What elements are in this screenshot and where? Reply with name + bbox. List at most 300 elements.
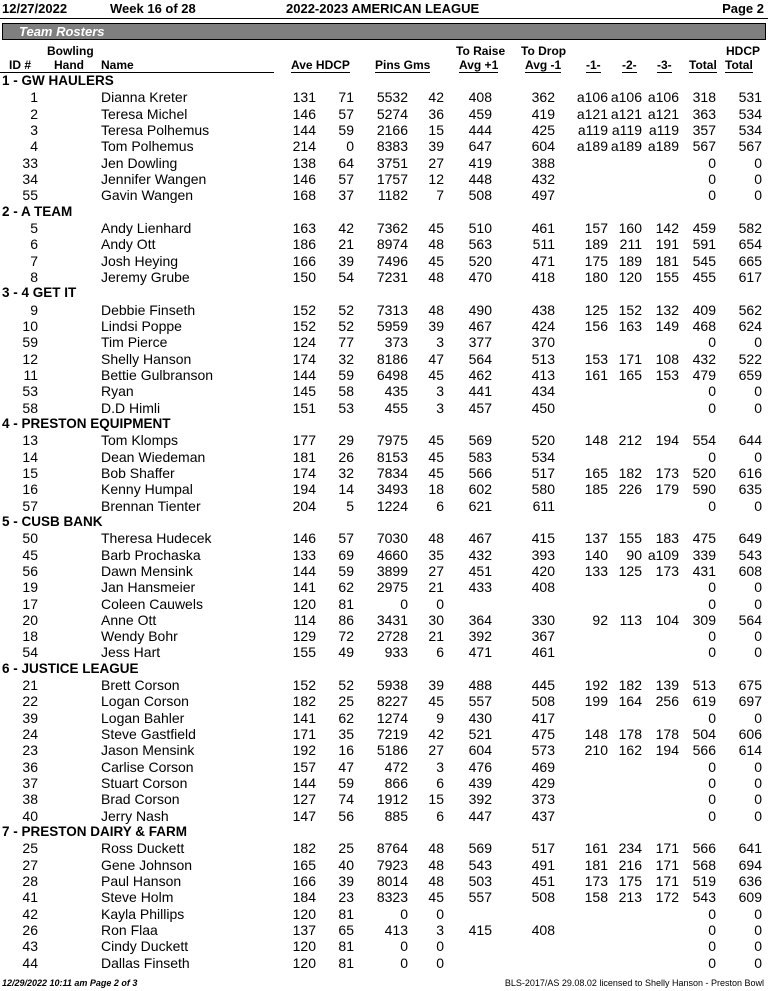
cell-ave: 152 bbox=[292, 301, 316, 318]
cell-total: 0 bbox=[708, 807, 716, 824]
cell-g2: 163 bbox=[618, 317, 642, 334]
cell-pins: 5532 bbox=[376, 89, 408, 106]
print-stamp: 12/29/2022 10:11 am Page 2 of 3 bbox=[2, 978, 138, 988]
cell-drop: 432 bbox=[531, 170, 555, 187]
cell-ave: 182 bbox=[292, 840, 316, 857]
cell-id: 44 bbox=[22, 954, 38, 971]
cell-g1: a119 bbox=[577, 121, 608, 138]
col-hdcp: HDCP bbox=[726, 44, 761, 58]
cell-name: Ross Duckett bbox=[101, 840, 185, 857]
cell-htotal: 654 bbox=[738, 236, 762, 253]
cell-name: Jennifer Wangen bbox=[101, 170, 207, 187]
col-avg-minus: Avg -1 bbox=[525, 58, 562, 72]
cell-name: Steve Holm bbox=[101, 889, 174, 906]
cell-id: 21 bbox=[22, 677, 38, 694]
cell-hdcp: 0 bbox=[346, 138, 354, 155]
cell-gms: 48 bbox=[428, 530, 444, 547]
cell-ave: 150 bbox=[292, 268, 316, 285]
cell-gms: 42 bbox=[428, 726, 444, 743]
cell-name: Ron Flaa bbox=[101, 922, 158, 939]
page-footer bbox=[0, 978, 768, 990]
cell-g3: 139 bbox=[655, 677, 679, 694]
player-row bbox=[0, 400, 768, 416]
cell-ave: 166 bbox=[292, 873, 316, 890]
cell-g1: 133 bbox=[584, 562, 608, 579]
cell-gms: 45 bbox=[428, 693, 444, 710]
cell-ave: 129 bbox=[292, 628, 316, 645]
cell-ave: 114 bbox=[293, 611, 316, 628]
cell-hdcp: 81 bbox=[338, 595, 354, 612]
cell-gms: 27 bbox=[428, 154, 444, 171]
cell-g1: 137 bbox=[584, 530, 608, 547]
cell-g3: 155 bbox=[655, 268, 679, 285]
cell-hdcp: 58 bbox=[338, 383, 354, 400]
cell-drop: 438 bbox=[531, 301, 555, 318]
cell-raise: 408 bbox=[468, 89, 492, 106]
cell-total: 0 bbox=[708, 497, 716, 514]
cell-raise: 444 bbox=[468, 121, 492, 138]
cell-name: Steve Gastfield bbox=[101, 726, 196, 743]
col-pins-gms: Pins Gms bbox=[375, 58, 431, 72]
cell-gms: 6 bbox=[436, 807, 444, 824]
cell-id: 16 bbox=[22, 481, 38, 498]
cell-hdcp: 64 bbox=[338, 154, 354, 171]
cell-drop: 420 bbox=[531, 562, 555, 579]
cell-id: 50 bbox=[22, 530, 38, 547]
cell-id: 39 bbox=[22, 709, 38, 726]
cell-total: 475 bbox=[692, 530, 716, 547]
page-header bbox=[0, 0, 768, 18]
cell-name: Barb Prochaska bbox=[101, 546, 201, 563]
cell-g1: 161 bbox=[584, 366, 608, 383]
player-row bbox=[0, 498, 768, 514]
player-row bbox=[0, 693, 768, 709]
cell-g3: 172 bbox=[655, 889, 679, 906]
cell-ave: 145 bbox=[292, 383, 316, 400]
cell-id: 19 bbox=[22, 579, 38, 596]
cell-g1: 192 bbox=[584, 677, 608, 694]
cell-g1: 175 bbox=[584, 252, 608, 269]
cell-name: Dianna Kreter bbox=[101, 89, 188, 106]
cell-pins: 8153 bbox=[376, 448, 408, 465]
cell-gms: 39 bbox=[428, 317, 444, 334]
cell-g2: a119 bbox=[611, 121, 642, 138]
cell-id: 42 bbox=[22, 905, 38, 922]
cell-gms: 0 bbox=[436, 938, 444, 955]
cell-g3: 173 bbox=[655, 562, 679, 579]
cell-htotal: 0 bbox=[754, 595, 762, 612]
cell-pins: 472 bbox=[384, 758, 408, 775]
cell-id: 38 bbox=[22, 791, 38, 808]
cell-hdcp: 59 bbox=[338, 366, 354, 383]
cell-total: 0 bbox=[708, 628, 716, 645]
cell-htotal: 0 bbox=[754, 187, 762, 204]
cell-id: 36 bbox=[22, 758, 38, 775]
player-row bbox=[0, 563, 768, 579]
player-row bbox=[0, 302, 768, 318]
cell-name: Theresa Hudecek bbox=[101, 530, 212, 547]
cell-pins: 0 bbox=[400, 905, 408, 922]
cell-total: 0 bbox=[708, 448, 716, 465]
cell-htotal: 665 bbox=[738, 252, 762, 269]
player-row bbox=[0, 138, 768, 154]
cell-id: 26 bbox=[22, 922, 38, 939]
cell-pins: 866 bbox=[384, 775, 408, 792]
team-name: 4 - PRESTON EQUIPMENT bbox=[2, 415, 171, 431]
cell-pins: 8764 bbox=[376, 840, 408, 857]
cell-ave: 144 bbox=[292, 366, 316, 383]
player-row bbox=[0, 236, 768, 252]
col-name: Name bbox=[101, 58, 134, 72]
cell-g3: a106 bbox=[647, 89, 679, 106]
cell-hdcp: 57 bbox=[338, 530, 354, 547]
cell-name: Gavin Wangen bbox=[101, 187, 194, 204]
cell-id: 9 bbox=[30, 301, 38, 318]
cell-ave: 127 bbox=[292, 791, 316, 808]
cell-htotal: 0 bbox=[754, 399, 762, 416]
player-row bbox=[0, 367, 768, 383]
cell-g1: 156 bbox=[584, 317, 608, 334]
cell-hdcp: 42 bbox=[338, 219, 354, 236]
cell-htotal: 636 bbox=[738, 873, 762, 890]
cell-pins: 8323 bbox=[376, 889, 408, 906]
cell-name: Cindy Duckett bbox=[101, 938, 189, 955]
cell-g1: 148 bbox=[584, 726, 608, 743]
cell-name: Carlise Corson bbox=[101, 758, 194, 775]
league-title: 2022-2023 AMERICAN LEAGUE bbox=[286, 1, 480, 16]
cell-raise: 476 bbox=[468, 758, 492, 775]
cell-total: 0 bbox=[708, 399, 716, 416]
cell-name: Teresa Michel bbox=[101, 105, 188, 122]
cell-drop: 434 bbox=[531, 383, 555, 400]
cell-pins: 2975 bbox=[376, 579, 408, 596]
cell-drop: 471 bbox=[531, 252, 555, 269]
cell-ave: 155 bbox=[292, 644, 316, 661]
player-row bbox=[0, 269, 768, 285]
player-row bbox=[0, 596, 768, 612]
cell-id: 33 bbox=[22, 154, 38, 171]
cell-total: 0 bbox=[708, 905, 716, 922]
report-date: 12/27/2022 bbox=[2, 1, 68, 16]
cell-ave: 151 bbox=[292, 399, 316, 416]
cell-htotal: 0 bbox=[754, 807, 762, 824]
team-header bbox=[0, 285, 768, 301]
cell-raise: 415 bbox=[468, 922, 492, 939]
cell-gms: 48 bbox=[428, 268, 444, 285]
col-to-raise: To Raise bbox=[456, 44, 506, 58]
cell-pins: 3751 bbox=[376, 154, 408, 171]
cell-gms: 48 bbox=[428, 856, 444, 873]
cell-g3: 194 bbox=[655, 432, 679, 449]
cell-htotal: 0 bbox=[754, 709, 762, 726]
cell-raise: 467 bbox=[468, 530, 492, 547]
cell-htotal: 614 bbox=[738, 742, 762, 759]
cell-gms: 30 bbox=[428, 611, 444, 628]
player-row bbox=[0, 955, 768, 971]
cell-total: 519 bbox=[692, 873, 716, 890]
cell-name: Tom Klomps bbox=[101, 432, 179, 449]
cell-hdcp: 81 bbox=[338, 954, 354, 971]
cell-id: 24 bbox=[22, 726, 38, 743]
cell-pins: 5274 bbox=[376, 105, 408, 122]
cell-gms: 48 bbox=[428, 236, 444, 253]
cell-gms: 27 bbox=[428, 742, 444, 759]
cell-total: 0 bbox=[708, 579, 716, 596]
cell-total: 432 bbox=[692, 350, 716, 367]
cell-gms: 45 bbox=[428, 464, 444, 481]
cell-pins: 5938 bbox=[376, 677, 408, 694]
cell-g3: 183 bbox=[655, 530, 679, 547]
player-row bbox=[0, 465, 768, 481]
cell-drop: 445 bbox=[531, 677, 555, 694]
cell-total: 568 bbox=[692, 856, 716, 873]
cell-raise: 364 bbox=[468, 611, 492, 628]
col-game-3: -3- bbox=[657, 58, 672, 72]
section-title: Team Rosters bbox=[19, 24, 105, 39]
cell-raise: 419 bbox=[468, 154, 492, 171]
cell-pins: 5959 bbox=[376, 317, 408, 334]
cell-name: Jan Hansmeier bbox=[101, 579, 196, 596]
cell-ave: 174 bbox=[292, 350, 316, 367]
cell-htotal: 0 bbox=[754, 579, 762, 596]
cell-pins: 8383 bbox=[376, 138, 408, 155]
cell-drop: 415 bbox=[531, 530, 555, 547]
cell-id: 10 bbox=[22, 317, 38, 334]
player-row bbox=[0, 759, 768, 775]
cell-drop: 573 bbox=[531, 742, 555, 759]
cell-pins: 2728 bbox=[376, 628, 408, 645]
cell-g3: 194 bbox=[655, 742, 679, 759]
cell-g2: 216 bbox=[618, 856, 642, 873]
cell-g2: 226 bbox=[618, 481, 642, 498]
cell-ave: 157 bbox=[292, 758, 316, 775]
cell-htotal: 534 bbox=[738, 105, 762, 122]
cell-drop: 580 bbox=[531, 481, 555, 498]
col-id: ID # bbox=[9, 58, 32, 72]
cell-hdcp: 16 bbox=[338, 742, 354, 759]
cell-gms: 27 bbox=[428, 562, 444, 579]
cell-id: 3 bbox=[30, 121, 38, 138]
player-row bbox=[0, 220, 768, 236]
cell-g3: 181 bbox=[655, 252, 679, 269]
cell-gms: 0 bbox=[436, 595, 444, 612]
player-row bbox=[0, 253, 768, 269]
cell-htotal: 694 bbox=[738, 856, 762, 873]
cell-hdcp: 81 bbox=[338, 938, 354, 955]
cell-hdcp: 39 bbox=[338, 252, 354, 269]
team-header bbox=[0, 824, 768, 840]
cell-gms: 18 bbox=[428, 481, 444, 498]
cell-ave: 186 bbox=[292, 236, 316, 253]
cell-htotal: 531 bbox=[738, 89, 762, 106]
cell-gms: 42 bbox=[428, 89, 444, 106]
cell-total: 0 bbox=[708, 187, 716, 204]
cell-ave: 120 bbox=[292, 954, 316, 971]
cell-raise: 557 bbox=[468, 693, 492, 710]
cell-g3: 132 bbox=[655, 301, 679, 318]
player-row bbox=[0, 873, 768, 889]
cell-ave: 165 bbox=[292, 856, 316, 873]
player-row bbox=[0, 171, 768, 187]
cell-hdcp: 69 bbox=[338, 546, 354, 563]
cell-name: Brennan Tienter bbox=[101, 497, 201, 514]
cell-hdcp: 56 bbox=[338, 807, 354, 824]
cell-gms: 3 bbox=[436, 383, 444, 400]
cell-hdcp: 35 bbox=[338, 726, 354, 743]
player-row bbox=[0, 89, 768, 105]
cell-id: 2 bbox=[30, 105, 38, 122]
cell-total: 591 bbox=[692, 236, 716, 253]
cell-g2: 160 bbox=[618, 219, 642, 236]
cell-g2: 212 bbox=[618, 432, 642, 449]
cell-hdcp: 59 bbox=[338, 775, 354, 792]
cell-ave: 141 bbox=[292, 579, 316, 596]
cell-drop: 367 bbox=[531, 628, 555, 645]
cell-g1: 180 bbox=[584, 268, 608, 285]
cell-drop: 517 bbox=[531, 464, 555, 481]
cell-total: 357 bbox=[692, 121, 716, 138]
col-game-2: -2- bbox=[622, 58, 637, 72]
player-row bbox=[0, 922, 768, 938]
cell-ave: 147 bbox=[292, 807, 316, 824]
cell-name: Logan Bahler bbox=[101, 709, 185, 726]
cell-name: Josh Heying bbox=[101, 252, 179, 269]
cell-htotal: 644 bbox=[738, 432, 762, 449]
cell-g2: 234 bbox=[618, 840, 642, 857]
cell-drop: 508 bbox=[531, 693, 555, 710]
cell-pins: 7975 bbox=[376, 432, 408, 449]
cell-htotal: 641 bbox=[738, 840, 762, 857]
cell-hdcp: 57 bbox=[338, 170, 354, 187]
cell-id: 55 bbox=[22, 187, 38, 204]
cell-ave: 177 bbox=[292, 432, 316, 449]
player-row bbox=[0, 155, 768, 171]
cell-g1: 173 bbox=[584, 873, 608, 890]
cell-g2: a189 bbox=[610, 138, 642, 155]
cell-hdcp: 65 bbox=[338, 922, 354, 939]
cell-g1: 125 bbox=[584, 301, 608, 318]
cell-raise: 564 bbox=[468, 350, 492, 367]
cell-ave: 146 bbox=[292, 105, 316, 122]
cell-g1: a121 bbox=[576, 105, 608, 122]
col-bowling: Bowling bbox=[47, 44, 94, 58]
cell-total: 468 bbox=[692, 317, 716, 334]
col-total: Total bbox=[689, 58, 717, 72]
cell-gms: 3 bbox=[436, 399, 444, 416]
cell-ave: 120 bbox=[292, 905, 316, 922]
cell-htotal: 697 bbox=[738, 693, 762, 710]
team-name: 1 - GW HAULERS bbox=[2, 73, 114, 88]
cell-pins: 3431 bbox=[376, 611, 408, 628]
cell-htotal: 649 bbox=[738, 530, 762, 547]
cell-drop: 425 bbox=[531, 121, 555, 138]
cell-pins: 5186 bbox=[376, 742, 408, 759]
cell-total: 0 bbox=[708, 154, 716, 171]
cell-name: Brett Corson bbox=[101, 677, 180, 694]
cell-id: 14 bbox=[22, 448, 38, 465]
cell-ave: 137 bbox=[292, 922, 316, 939]
cell-ave: 138 bbox=[292, 154, 316, 171]
cell-ave: 192 bbox=[292, 742, 316, 759]
cell-name: Logan Corson bbox=[101, 693, 189, 710]
cell-g1: 148 bbox=[584, 432, 608, 449]
cell-g2: 90 bbox=[626, 546, 642, 563]
cell-total: 339 bbox=[692, 546, 716, 563]
cell-gms: 45 bbox=[428, 219, 444, 236]
cell-pins: 3899 bbox=[376, 562, 408, 579]
cell-name: Ryan bbox=[101, 383, 134, 400]
cell-hdcp: 57 bbox=[338, 105, 354, 122]
team-header bbox=[0, 416, 768, 432]
cell-hdcp: 40 bbox=[338, 856, 354, 873]
cell-id: 6 bbox=[30, 236, 38, 253]
player-row bbox=[0, 122, 768, 138]
cell-gms: 45 bbox=[428, 889, 444, 906]
cell-htotal: 582 bbox=[738, 219, 762, 236]
player-row bbox=[0, 644, 768, 660]
cell-drop: 611 bbox=[532, 497, 555, 514]
player-row bbox=[0, 187, 768, 203]
cell-name: Jeremy Grube bbox=[101, 268, 190, 285]
column-headers bbox=[0, 44, 768, 74]
cell-htotal: 606 bbox=[738, 726, 762, 743]
cell-drop: 450 bbox=[531, 399, 555, 416]
player-row bbox=[0, 579, 768, 595]
cell-id: 4 bbox=[30, 138, 38, 155]
cell-name: D.D Himli bbox=[101, 399, 161, 416]
cell-total: 0 bbox=[708, 954, 716, 971]
cell-drop: 370 bbox=[531, 334, 555, 351]
cell-g2: 162 bbox=[618, 742, 642, 759]
cell-pins: 0 bbox=[400, 938, 408, 955]
cell-total: 363 bbox=[692, 105, 716, 122]
cell-ave: 120 bbox=[292, 938, 316, 955]
cell-raise: 490 bbox=[468, 301, 492, 318]
cell-id: 53 bbox=[22, 383, 38, 400]
cell-id: 28 bbox=[22, 873, 38, 890]
cell-drop: 437 bbox=[531, 807, 555, 824]
cell-hdcp: 26 bbox=[338, 448, 354, 465]
cell-raise: 448 bbox=[468, 170, 492, 187]
cell-g3: a119 bbox=[648, 121, 679, 138]
cell-id: 27 bbox=[22, 856, 38, 873]
cell-hdcp: 21 bbox=[338, 236, 354, 253]
cell-g2: 182 bbox=[618, 464, 642, 481]
cell-name: Kenny Humpal bbox=[101, 481, 193, 498]
cell-pins: 8227 bbox=[376, 693, 408, 710]
cell-drop: 461 bbox=[531, 219, 555, 236]
team-name: 6 - JUSTICE LEAGUE bbox=[2, 660, 139, 676]
cell-htotal: 543 bbox=[738, 546, 762, 563]
cell-hdcp: 52 bbox=[338, 317, 354, 334]
cell-total: 554 bbox=[692, 432, 716, 449]
cell-drop: 604 bbox=[531, 138, 555, 155]
cell-pins: 6498 bbox=[376, 366, 408, 383]
cell-name: Paul Hanson bbox=[101, 873, 182, 890]
cell-raise: 471 bbox=[468, 644, 492, 661]
cell-raise: 566 bbox=[468, 464, 492, 481]
cell-name: Bettie Gulbranson bbox=[101, 366, 214, 383]
cell-htotal: 675 bbox=[738, 677, 762, 694]
cell-ave: 214 bbox=[292, 138, 316, 155]
cell-hdcp: 32 bbox=[338, 464, 354, 481]
cell-ave: 152 bbox=[292, 317, 316, 334]
cell-hdcp: 62 bbox=[338, 579, 354, 596]
player-row bbox=[0, 628, 768, 644]
cell-htotal: 635 bbox=[738, 481, 762, 498]
cell-gms: 6 bbox=[436, 497, 444, 514]
cell-pins: 1757 bbox=[376, 170, 408, 187]
